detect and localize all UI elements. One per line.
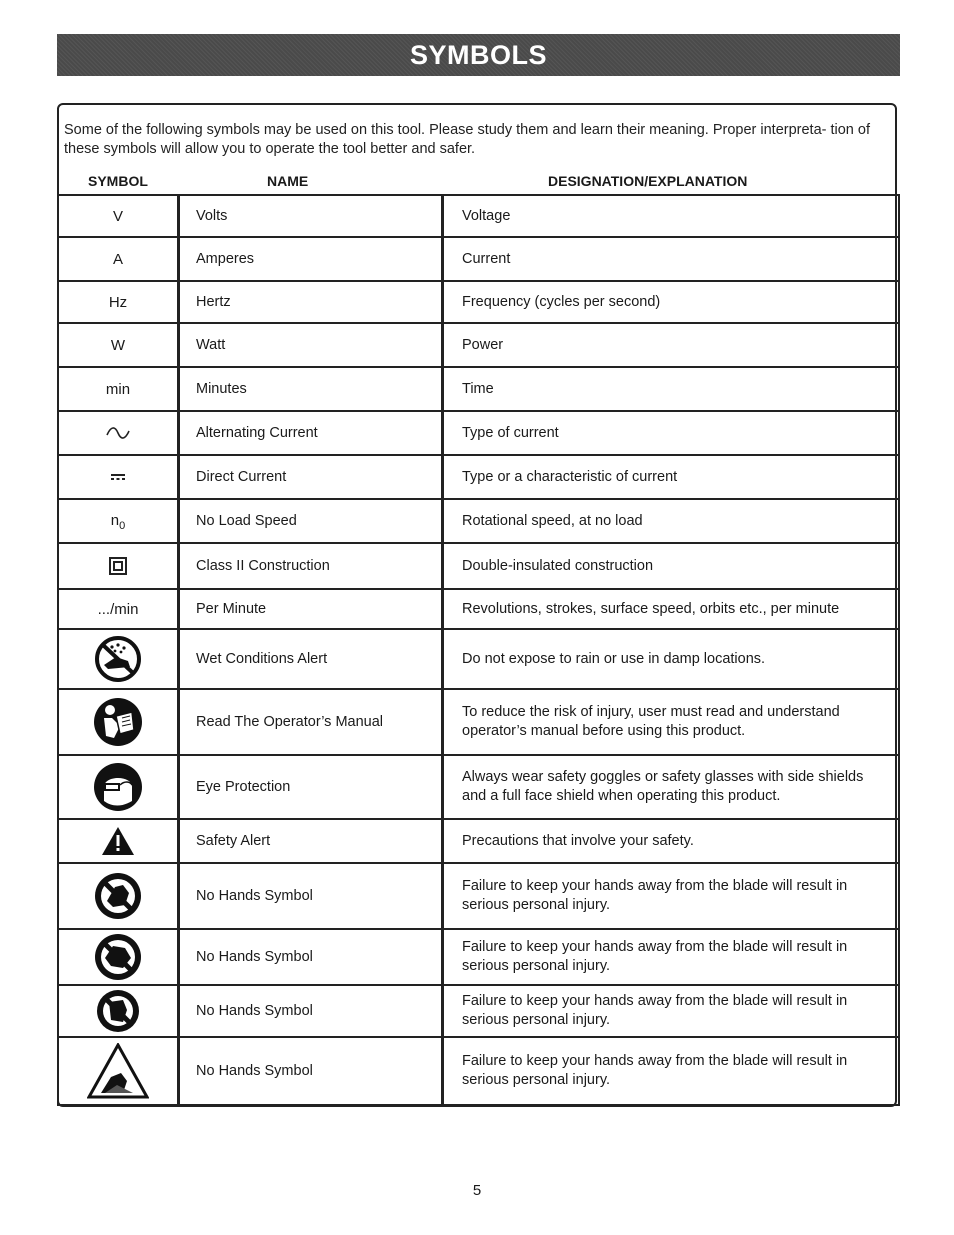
- symbol-cell: [58, 543, 179, 589]
- desc-cell: Revolutions, strokes, surface speed, orbits etc., per minute: [443, 589, 900, 629]
- symbol-cell: [58, 1037, 179, 1105]
- table-row: [58, 411, 899, 455]
- desc-cell: Frequency (cycles per second): [443, 281, 900, 323]
- no-hands-icon: [93, 932, 143, 982]
- name-cell: Hertz: [179, 281, 443, 323]
- symbol-cell: [58, 629, 179, 689]
- section-banner: [57, 34, 900, 76]
- name-cell: No Hands Symbol: [179, 985, 443, 1037]
- desc-cell: Current: [443, 237, 900, 281]
- desc-cell: Rotational speed, at no load: [443, 499, 900, 543]
- desc-cell: Failure to keep your hands away from the blade will result in serious personal injury.: [443, 929, 900, 985]
- desc-cell: Failure to keep your hands away from the blade will result in serious personal injury.: [443, 863, 900, 929]
- desc-cell: Failure to keep your hands away from the blade will result in serious personal injury.: [443, 985, 900, 1037]
- symbol-cell: [58, 455, 179, 499]
- desc-cell: Precautions that involve your safety.: [443, 819, 900, 863]
- name-cell: Direct Current: [179, 455, 443, 499]
- symbol-cell: [58, 411, 179, 455]
- name-cell: No Hands Symbol: [179, 863, 443, 929]
- name-cell: Minutes: [179, 367, 443, 411]
- page-number: 5: [472, 1182, 482, 1199]
- wet-conditions-alert-icon: [94, 635, 142, 683]
- symbol-cell: [58, 985, 179, 1037]
- symbols-table: [57, 194, 900, 1106]
- symbol-subscript: 0: [119, 519, 126, 532]
- desc-cell: Voltage: [443, 195, 900, 237]
- read-manual-icon: [92, 696, 144, 748]
- no-hands-warning-triangle-icon: [87, 1043, 149, 1099]
- name-cell: Amperes: [179, 237, 443, 281]
- symbol-cell: [58, 863, 179, 929]
- table-row: [58, 755, 899, 819]
- table-row: [58, 1037, 899, 1105]
- header-name: NAME: [267, 173, 309, 189]
- symbol-cell: Hz: [58, 281, 179, 323]
- name-cell: Watt: [179, 323, 443, 367]
- name-cell: No Load Speed: [179, 499, 443, 543]
- table-row: [58, 455, 899, 499]
- table-row: [58, 863, 899, 929]
- direct-current-icon: [110, 473, 126, 481]
- symbol-cell: [58, 689, 179, 755]
- table-headers: [57, 173, 900, 193]
- symbol-cell: V: [58, 195, 179, 237]
- symbol-cell: .../min: [58, 589, 179, 629]
- table-row: [58, 543, 899, 589]
- name-cell: No Hands Symbol: [179, 1037, 443, 1105]
- symbol-cell: min: [58, 367, 179, 411]
- table-row: [58, 589, 899, 629]
- table-row: [58, 629, 899, 689]
- desc-cell: Power: [443, 323, 900, 367]
- desc-cell: Type of current: [443, 411, 900, 455]
- symbol-cell: W: [58, 323, 179, 367]
- name-cell: Class II Construction: [179, 543, 443, 589]
- desc-cell: Always wear safety goggles or safety glasses with side shields and a full face shield when operating this product.: [443, 755, 900, 819]
- desc-cell: To reduce the risk of injury, user must read and understand operator’s manual before using this product.: [443, 689, 900, 755]
- section-title: SYMBOLS: [409, 39, 547, 70]
- table-row: [58, 689, 899, 755]
- table-row: [58, 367, 899, 411]
- header-designation: DESIGNATION/EXPLANATION: [548, 173, 748, 189]
- safety-alert-icon: [101, 826, 135, 856]
- table-row: [58, 323, 899, 367]
- no-hands-icon: [93, 871, 143, 921]
- name-cell: Per Minute: [179, 589, 443, 629]
- symbol-cell: [58, 755, 179, 819]
- table-row: [58, 819, 899, 863]
- table-row: [58, 985, 899, 1037]
- desc-cell: Failure to keep your hands away from the blade will result in serious personal injury.: [443, 1037, 900, 1105]
- table-row: [58, 195, 899, 237]
- desc-cell: Do not expose to rain or use in damp locations.: [443, 629, 900, 689]
- table-row: [58, 929, 899, 985]
- desc-cell: Double-insulated construction: [443, 543, 900, 589]
- eye-protection-icon: [92, 761, 144, 813]
- desc-cell: Type or a characteristic of current: [443, 455, 900, 499]
- symbol-cell: [58, 819, 179, 863]
- symbol-cell: [58, 929, 179, 985]
- name-cell: No Hands Symbol: [179, 929, 443, 985]
- name-cell: Read The Operator’s Manual: [179, 689, 443, 755]
- name-cell: Eye Protection: [179, 755, 443, 819]
- no-hands-icon: [95, 988, 141, 1034]
- table-row: [58, 281, 899, 323]
- header-symbol: SYMBOL: [88, 173, 148, 189]
- symbol-n: n: [110, 511, 120, 529]
- desc-cell: Time: [443, 367, 900, 411]
- name-cell: Volts: [179, 195, 443, 237]
- intro-text: Some of the following symbols may be used on this tool. Please study them and learn their meaning. Proper interpreta- tion of these symbols will allow you to operate the tool better and safer.: [64, 122, 870, 157]
- name-cell: Wet Conditions Alert: [179, 629, 443, 689]
- table-row: [58, 237, 899, 281]
- name-cell: Safety Alert: [179, 819, 443, 863]
- symbol-cell: A: [58, 237, 179, 281]
- class-ii-construction-icon: [109, 557, 127, 575]
- alternating-current-icon: [105, 424, 131, 442]
- table-row: [58, 499, 899, 543]
- name-cell: Alternating Current: [179, 411, 443, 455]
- symbol-cell: [58, 499, 179, 543]
